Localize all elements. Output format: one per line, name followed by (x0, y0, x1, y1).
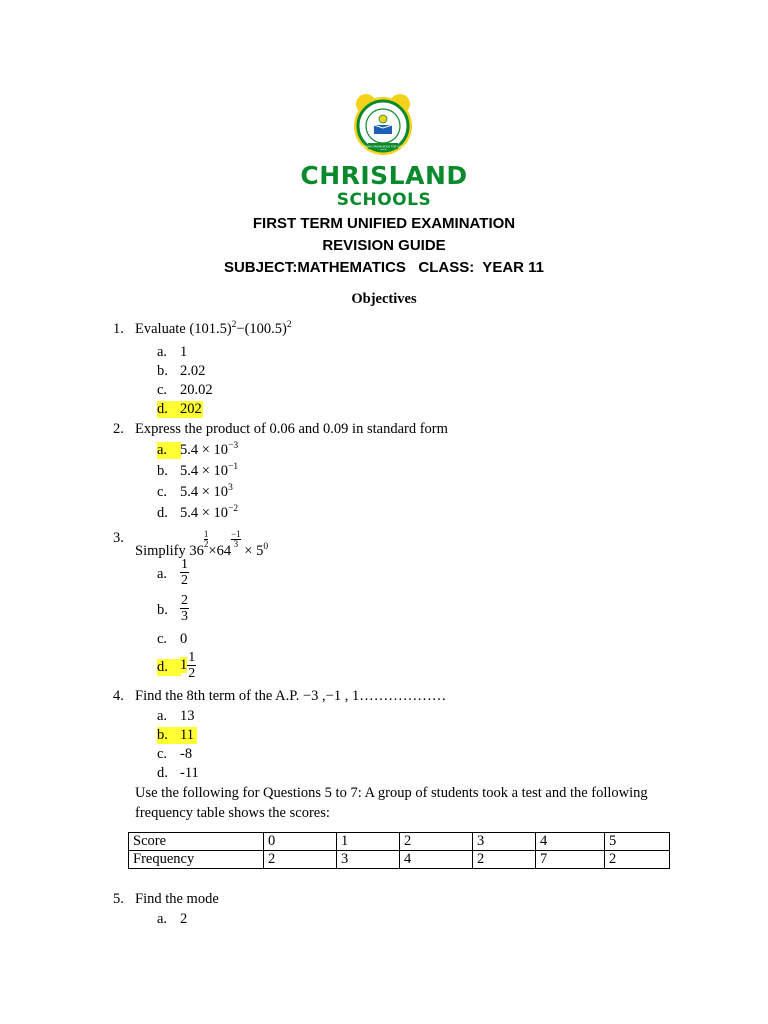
exam-title: FIRST TERM UNIFIED EXAMINATION (252, 215, 516, 232)
table-row (129, 833, 670, 851)
option-text: -11 (180, 765, 199, 781)
question-number: 1. (113, 321, 124, 337)
brand-schools: SCHOOLS (336, 190, 432, 210)
option-label: d. (157, 765, 168, 781)
expression-term: (101.5) (189, 321, 232, 337)
table-cell: 3 (337, 851, 400, 869)
option-label: b. (157, 363, 168, 379)
option-label: a. (157, 708, 168, 724)
table-cell: 4 (536, 833, 605, 851)
fraction-exponent: $\frac{-1}{3}$ (231, 529, 241, 549)
option-label: b. (157, 463, 168, 479)
base: 36 (189, 543, 204, 559)
option-text: 5.4 × 10 (180, 442, 229, 458)
table-cell: 7 (536, 851, 605, 869)
fraction-exponent: $\frac{1}{2}$ (203, 529, 209, 549)
table-cell: 2 (605, 851, 670, 869)
table-cell: 2 (473, 851, 536, 869)
instructions-line-2: frequency table shows the scores: (135, 805, 330, 821)
question-number: 3. (113, 530, 124, 546)
option-label: c. (157, 382, 168, 398)
option-label: d. (157, 401, 203, 418)
table-cell: 1 (337, 833, 400, 851)
table-cell: 3 (473, 833, 536, 851)
question-1 (0, 321, 768, 341)
revision-guide-title: REVISION GUIDE (322, 237, 446, 254)
mixed-whole: 1 (180, 656, 188, 673)
option-label: c. (157, 631, 168, 647)
times-term: × 5 (240, 543, 264, 559)
question-text: Find the 8th term of the A.P. (135, 688, 303, 704)
table-cell: Frequency (129, 851, 264, 869)
option-text: 2 (180, 911, 188, 927)
option-text: 0 (180, 631, 188, 647)
question-number: 5. (113, 891, 124, 907)
option-label: d. (157, 659, 181, 676)
base: 64 (216, 543, 232, 559)
option-text: 20.02 (180, 382, 213, 398)
table-row (129, 851, 670, 869)
option-label: a. (157, 344, 168, 360)
table-cell: Score (129, 833, 264, 851)
fraction: $\frac{1}{2}$ (181, 557, 188, 588)
table-cell: 2 (264, 851, 337, 869)
exponent: 2 (286, 320, 292, 330)
exponent: −2 (228, 504, 239, 514)
option-text: 202 (180, 401, 202, 417)
option-label: c. (157, 484, 168, 500)
sequence: −3 ,−1 , 1……………… (302, 688, 447, 704)
option-text: 1 (180, 344, 188, 360)
option-text: 5.4 × 10 (180, 484, 229, 500)
times-sign: × (208, 543, 217, 559)
exponent: −1 (228, 462, 239, 472)
option-label: c. (157, 746, 168, 762)
minus-sign: − (236, 321, 245, 337)
question-number: 2. (113, 421, 124, 437)
school-logo (350, 92, 416, 158)
option-text: 11 (180, 727, 194, 743)
exponent: −3 (228, 441, 239, 451)
frequency-table (128, 832, 670, 869)
table-cell: 4 (400, 851, 473, 869)
option-text: 5.4 × 10 (180, 505, 229, 521)
section-heading: Objectives (351, 291, 417, 307)
brand-name: CHRISLAND (300, 161, 468, 190)
question-number: 4. (113, 688, 124, 704)
logo-motto-text: SEEKING KNOWLEDGE FOR LIGHT (361, 145, 405, 149)
option-b (0, 593, 768, 627)
subject-class-line: SUBJECT:MATHEMATICS CLASS: YEAR 11 (223, 259, 545, 276)
fraction: $\frac{1}{2}$ (188, 650, 196, 681)
question-text: Find the mode (135, 891, 219, 907)
option-d-answer (0, 650, 768, 684)
exponent: 3 (228, 483, 233, 493)
fraction: $\frac{2}{3}$ (181, 593, 188, 624)
question-text: Express the product of 0.06 and 0.09 in standard form (135, 421, 448, 437)
exponent: 0 (263, 542, 269, 552)
option-text: 2.02 (180, 363, 206, 379)
table-cell: 2 (400, 833, 473, 851)
instructions-line-1: Use the following for Questions 5 to 7: A group of students took a test and the following (135, 785, 648, 801)
expression-term: (100.5) (244, 321, 287, 337)
table-cell: 5 (605, 833, 670, 851)
option-a (0, 557, 768, 591)
option-text: -8 (180, 746, 193, 762)
table-cell: 0 (264, 833, 337, 851)
option-text: 13 (180, 708, 195, 724)
question-text: Evaluate (135, 321, 190, 337)
option-text: 5.4 × 10 (180, 463, 229, 479)
option-label: b. (157, 727, 197, 744)
option-label: b. (157, 602, 168, 618)
option-label: d. (157, 505, 168, 521)
question-text: Simplify (135, 543, 190, 559)
option-label: a. (157, 566, 168, 582)
exponent: 2 (231, 320, 237, 330)
option-label: a. (157, 911, 168, 927)
option-label: a. (157, 442, 181, 459)
